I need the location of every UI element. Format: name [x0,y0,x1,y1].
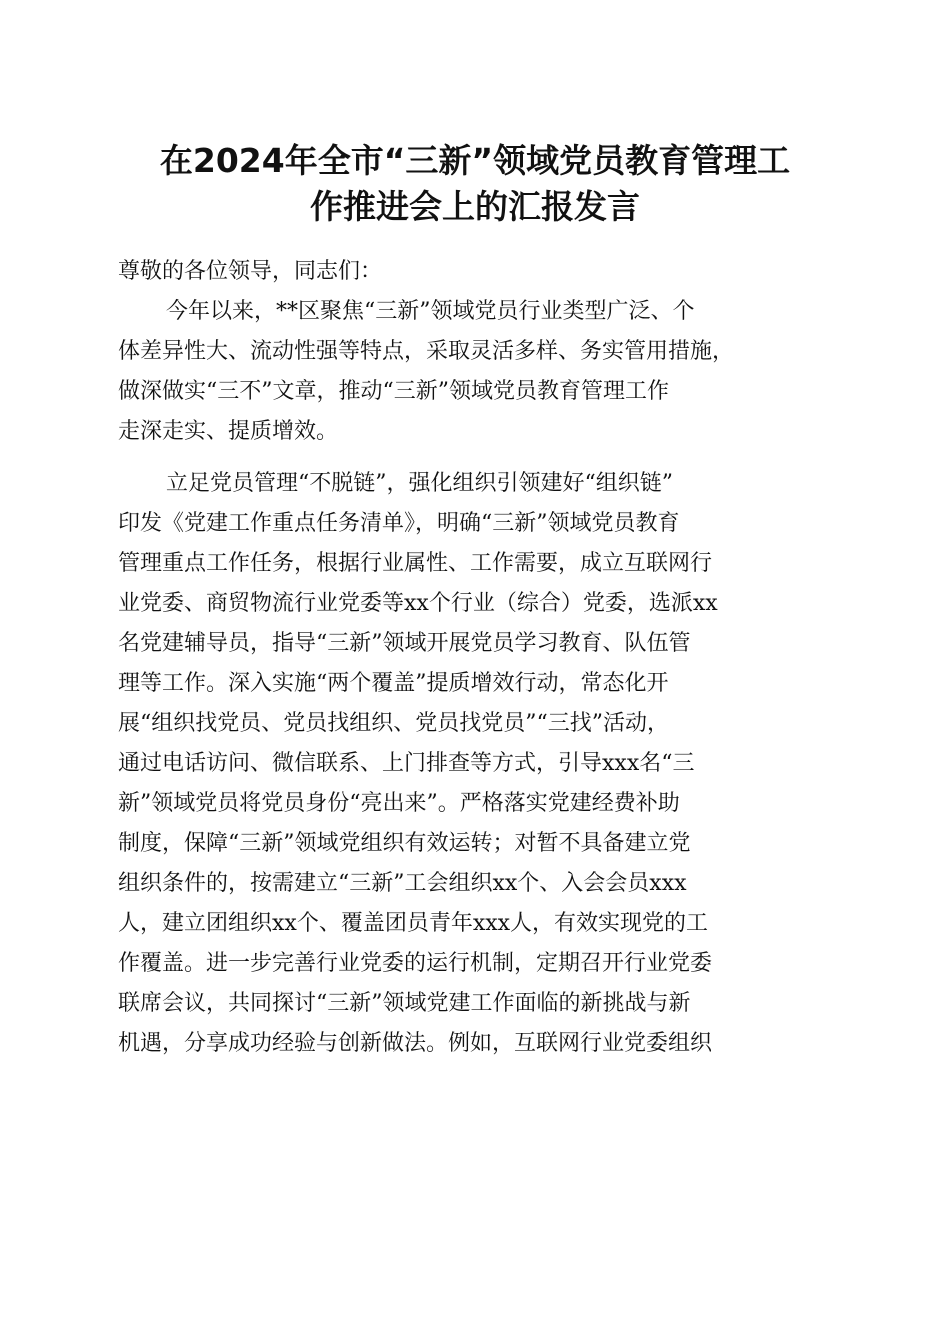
paragraph-line: 展“组织找党员、党员找组织、党员找党员”“三找”活动， [118,711,669,736]
paragraph-line: 走深走实、提质增效。 [118,419,339,444]
paragraph-line: 机遇，分享成功经验与创新做法。例如，互联网行业党委组织 [118,1031,713,1056]
paragraph-line: 通过电话访问、微信联系、上门排查等方式，引导xxx名“三 [118,751,695,776]
paragraph-line: 制度，保障“三新”领域党组织有效运转；对暂不具备建立党 [118,831,691,856]
paragraph-line: 体差异性大、流动性强等特点，采取灵活多样、务实管用措施， [118,339,735,364]
paragraph-line: 名党建辅导员，指导“三新”领域开展党员学习教育、队伍管 [118,631,691,656]
paragraph-line: 人，建立团组织xx个、覆盖团员青年xxx人，有效实现党的工 [118,911,709,936]
document-body [118,252,838,1064]
document-title [110,138,840,230]
paragraph-line: 印发《党建工作重点任务清单》，明确“三新”领域党员教育 [118,511,680,536]
paragraph-line: 组织条件的，按需建立“三新”工会组织xx个、入会会员xxx [118,871,687,896]
paragraph-organization [118,464,838,1064]
title-line: 作推进会上的汇报发言 [310,187,640,226]
paragraph-intro [118,292,838,452]
paragraph-line: 作覆盖。进一步完善行业党委的运行机制，定期召开行业党委 [118,951,713,976]
paragraph-line: 联席会议，共同探讨“三新”领域党建工作面临的新挑战与新 [118,991,691,1016]
paragraph-line: 做深做实“三不”文章，推动“三新”领域党员教育管理工作 [118,379,669,404]
paragraph-line: 今年以来，**区聚焦“三新”领域党员行业类型广泛、个 [166,299,695,324]
paragraph-line: 业党委、商贸物流行业党委等xx个行业（综合）党委，选派xx [118,591,718,616]
paragraph-line: 立足党员管理“不脱链”，强化组织引领建好“组织链” [166,471,673,496]
paragraph-spacer [118,452,838,464]
paragraph-line: 新”领域党员将党员身份“亮出来”。严格落实党建经费补助 [118,791,680,816]
paragraph-line: 理等工作。深入实施“两个覆盖”提质增效行动，常态化开 [118,671,669,696]
title-line: 在2024年全市“三新”领域党员教育管理工 [159,141,791,180]
paragraph-line: 管理重点工作任务，根据行业属性、工作需要，成立互联网行 [118,551,713,576]
salutation: 尊敬的各位领导，同志们： [118,259,383,284]
